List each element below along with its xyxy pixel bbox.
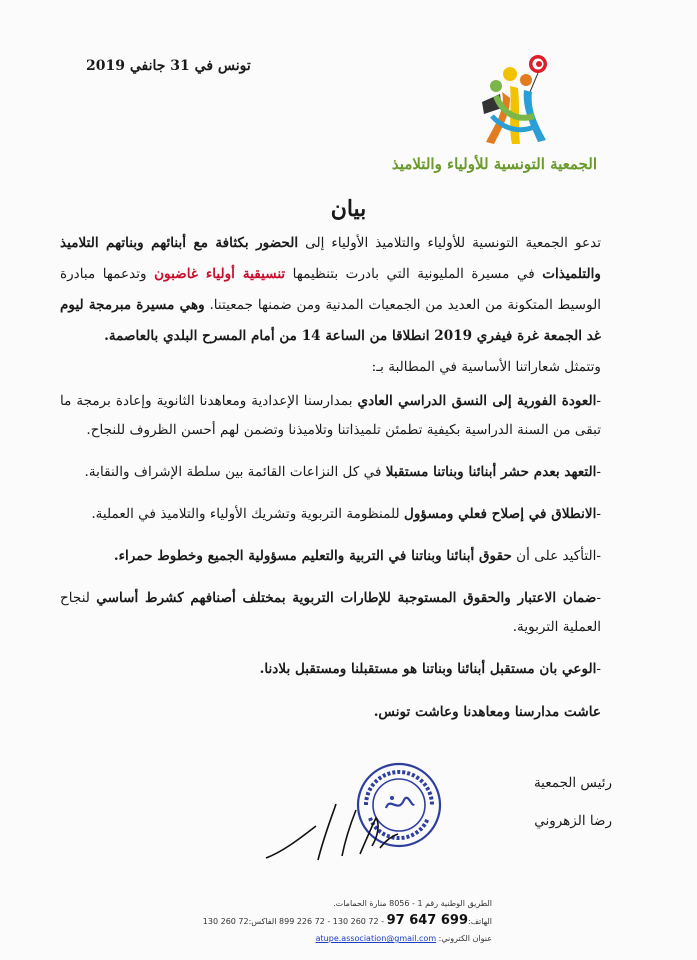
demands-list xyxy=(60,387,601,684)
statement-body xyxy=(60,228,601,728)
demand-text: بمدارسنا الإعدادية ومعاهدنا الثانوية وإعادة برمجة ما تبقى من السنة الدراسية بكيفية تطمئن تلميذاتنا وتلاميذنا وتضمن لهم أحسن الظروف للنجاح. xyxy=(60,393,601,438)
list-item: -الانطلاق في إصلاح فعلي ومسؤول للمنظومة التربوية وتشريك الأولياء والتلاميذ في العملية. xyxy=(91,506,601,522)
page-title: بيان xyxy=(330,196,367,222)
email-link[interactable]: atupe.association@gmail.com xyxy=(315,934,437,943)
demand-bold: حقوق أبنائنا وبناتنا في التربية والتعليم مسؤولية الجميع وخطوط حمراء. xyxy=(113,548,512,564)
march-schedule: وهي مسيرة مبرمجة ليوم غد الجمعة غرة فيفري 2019 انطلاقا من الساعة 14 من أمام المسرح البلدي بالعاصمة. xyxy=(60,297,601,344)
demand-text: لنجاح العملية التربوية. xyxy=(60,590,601,635)
intro-text-3: وتدعمها مبادرة الوسيط المتكونة من العديد من الجمعيات المدنية ومن ضمنها جمعيتنا. xyxy=(60,266,602,313)
demands-intro: وتتمثل شعاراتنا الأساسية في المطالبة بـ: xyxy=(371,359,601,375)
demand-bold: الانطلاق في إصلاح فعلي ومسؤول xyxy=(403,506,597,522)
list-item: -التعهد بعدم حشر أبنائنا وبناتنا مستقبلا في كل النزاعات القائمة بين سلطة الإشراف والنقابة. xyxy=(84,464,601,480)
fax-number: 130 260 72 xyxy=(202,917,249,926)
phone-numbers: 899 226 72 - 130 260 72 - xyxy=(279,917,385,926)
president-name: رضا الزهروني xyxy=(534,813,612,829)
demand-text: التأكيد على أن xyxy=(511,548,597,564)
closing-line: عاشت مدارسنا ومعاهدنا وعاشت تونس. xyxy=(373,704,601,720)
list-item: -ضمان الاعتبار والحقوق المستوجبة للإطارات التربوية بمختلف أصنافهم كشرط أساسي لنجاح العملية التربوية. xyxy=(60,590,601,635)
signature-block xyxy=(534,764,612,840)
phone-label: الهاتف: xyxy=(468,917,492,926)
list-item: -العودة الفورية إلى النسق الدراسي العادي بمدارسنا الإعدادية ومعاهدنا الثانوية وإعادة برمجة ما تبقى من السنة الدراسية بكيفية تطمئن تلميذاتنا وتلاميذنا وتضمن لهم أحسن الظروف للنجاح. xyxy=(60,393,601,438)
organizer-name: تنسيقية أولياء غاضبون xyxy=(154,266,286,282)
list-item: -الوعي بان مستقبل أبنائنا وبناتنا هو مستقبلنا ومستقبل بلادنا. xyxy=(259,661,601,677)
intro-paragraph xyxy=(60,228,601,352)
demand-bold: التعهد بعدم حشر أبنائنا وبناتنا مستقبلا xyxy=(385,464,597,480)
footer-email-row xyxy=(180,930,492,947)
fax-label: الفاكس: xyxy=(248,917,277,926)
intro-text-2: في مسيرة المليونية التي بادرت بتنظيمها xyxy=(285,266,543,282)
intro-bold-1: الحضور بكثافة مع أبنائهم وبناتهم التلاميذ والتلميذات xyxy=(60,235,601,282)
handwritten-signature xyxy=(262,796,402,866)
president-title: رئيس الجمعية xyxy=(533,775,612,791)
demand-bold: العودة الفورية إلى النسق الدراسي العادي xyxy=(357,393,597,409)
intro-text-1: تدعو الجمعية التونسية للأولياء والتلاميذ الأولياء إلى xyxy=(298,235,601,251)
mobile-number: 97 647 699 xyxy=(386,913,468,928)
organization-name: الجمعية التونسية للأولياء والتلاميذ xyxy=(391,155,597,173)
demand-bold: ضمان الاعتبار والحقوق المستوجبة للإطارات التربوية بمختلف أصنافهم كشرط أساسي xyxy=(96,590,597,606)
family-logo-icon xyxy=(472,52,558,148)
footer-contact xyxy=(180,895,492,947)
document-date: تونس في 31 جانفي 2019 xyxy=(86,58,251,74)
list-item: -التأكيد على أن حقوق أبنائنا وبناتنا في التربية والتعليم مسؤولية الجميع وخطوط حمراء. xyxy=(113,548,601,564)
email-label: عنوان الكتروني: xyxy=(438,934,492,943)
footer-phones xyxy=(180,912,492,930)
demand-text: للمنظومة التربوية وتشريك الأولياء والتلاميذ في العملية. xyxy=(91,506,404,522)
demand-bold: الوعي بان مستقبل أبنائنا وبناتنا هو مستقبلنا ومستقبل بلادنا. xyxy=(259,661,597,677)
demand-text: في كل النزاعات القائمة بين سلطة الإشراف والنقابة. xyxy=(84,464,386,480)
footer-address: الطريق الوطنية رقم 1 - 8056 منارة الحمامات. xyxy=(333,899,492,908)
